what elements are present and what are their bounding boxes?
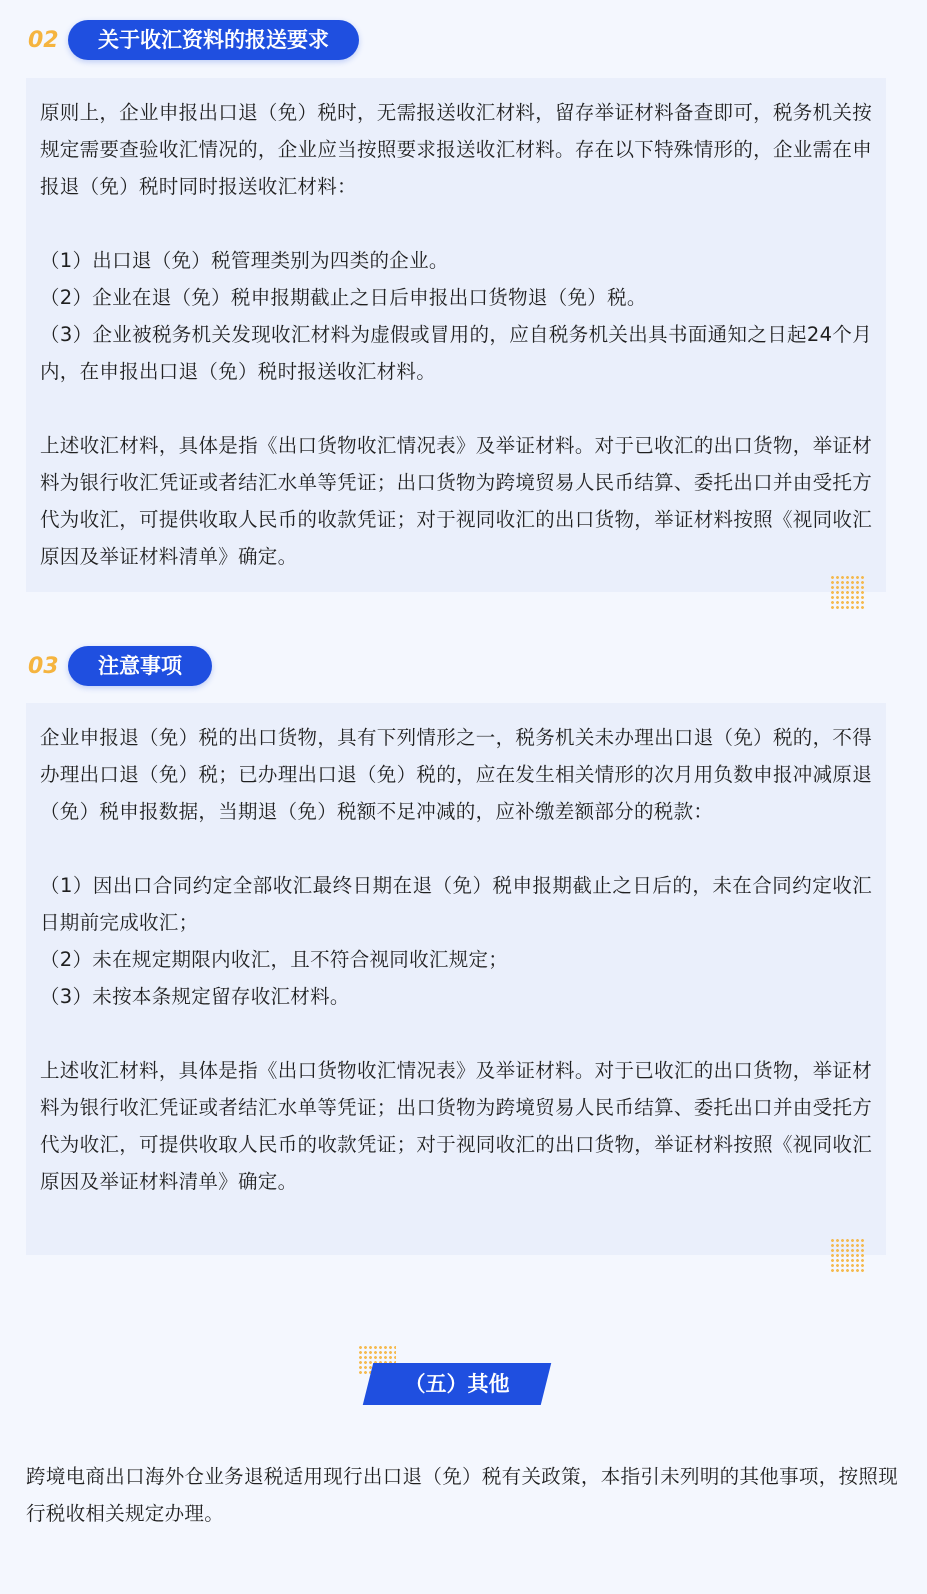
paragraph: 上述收汇材料，具体是指《出口货物收汇情况表》及举证材料。对于已收汇的出口货物，举证材料为银行收汇凭证或者结汇水单等凭证；出口货物为跨境贸易人民币结算、委托出口并由受托方代为收汇，可提供收取人民币的收款凭证；对于视同收汇的出口货物，举证材料按照《视同收汇原因及举证材料清单》确定。 <box>40 434 872 568</box>
paragraph: 企业申报退（免）税的出口货物，具有下列情形之一，税务机关未办理出口退（免）税的，不得办理出口退（免）税；已办理出口退（免）税的，应在发生相关情形的次月用负数申报冲减原退（免）税申报数据，当期退（免）税额不足冲减的，应补缴差额部分的税款： <box>40 726 872 823</box>
list-item: （1）因出口合同约定全部收汇最终日期在退（免）税申报期截止之日后的，未在合同约定收汇日期前完成收汇； <box>40 874 872 934</box>
banner-title: （五）其他 <box>404 1372 510 1396</box>
paragraph: 上述收汇材料，具体是指《出口货物收汇情况表》及举证材料。对于已收汇的出口货物，举证材料为银行收汇凭证或者结汇水单等凭证；出口货物为跨境贸易人民币结算、委托出口并由受托方代为收汇，可提供收取人民币的收款凭证；对于视同收汇的出口货物，举证材料按照《视同收汇原因及举证材料清单》确定。 <box>40 1059 872 1193</box>
list-item: （3）企业被税务机关发现收汇材料为虚假或冒用的，应自税务机关出具书面通知之日起24个月内，在申报出口退（免）税时报送收汇材料。 <box>40 323 872 383</box>
dot-pattern-decoration <box>830 575 866 611</box>
section-five-banner <box>358 1345 558 1407</box>
section-03-header <box>28 646 212 686</box>
section-03-card <box>26 703 886 1255</box>
list-item: （1）出口退（免）税管理类别为四类的企业。 <box>40 249 449 272</box>
section-title-pill: 注意事项 <box>68 646 212 686</box>
section-title-pill: 关于收汇资料的报送要求 <box>68 20 359 60</box>
list-item: （3）未按本条规定留存收汇材料。 <box>40 985 350 1008</box>
section-number: 02 <box>28 27 59 53</box>
closing-paragraph: 跨境电商出口海外仓业务退税适用现行出口退（免）税有关政策，本指引未列明的其他事项，按照现行税收相关规定办理。 <box>26 1465 898 1525</box>
section-number: 03 <box>28 653 59 679</box>
section-02-card <box>26 78 886 592</box>
list-item: （2）企业在退（免）税申报期截止之日后申报出口货物退（免）税。 <box>40 286 647 309</box>
section-02-header <box>28 20 359 60</box>
paragraph: 原则上，企业申报出口退（免）税时，无需报送收汇材料，留存举证材料备查即可，税务机关按规定需要查验收汇情况的，企业应当按照要求报送收汇材料。存在以下特殊情形的，企业需在申报退（免）税时同时报送收汇材料： <box>40 101 872 198</box>
dot-pattern-decoration <box>830 1238 866 1274</box>
list-item: （2）未在规定期限内收汇，且不符合视同收汇规定； <box>40 948 509 971</box>
